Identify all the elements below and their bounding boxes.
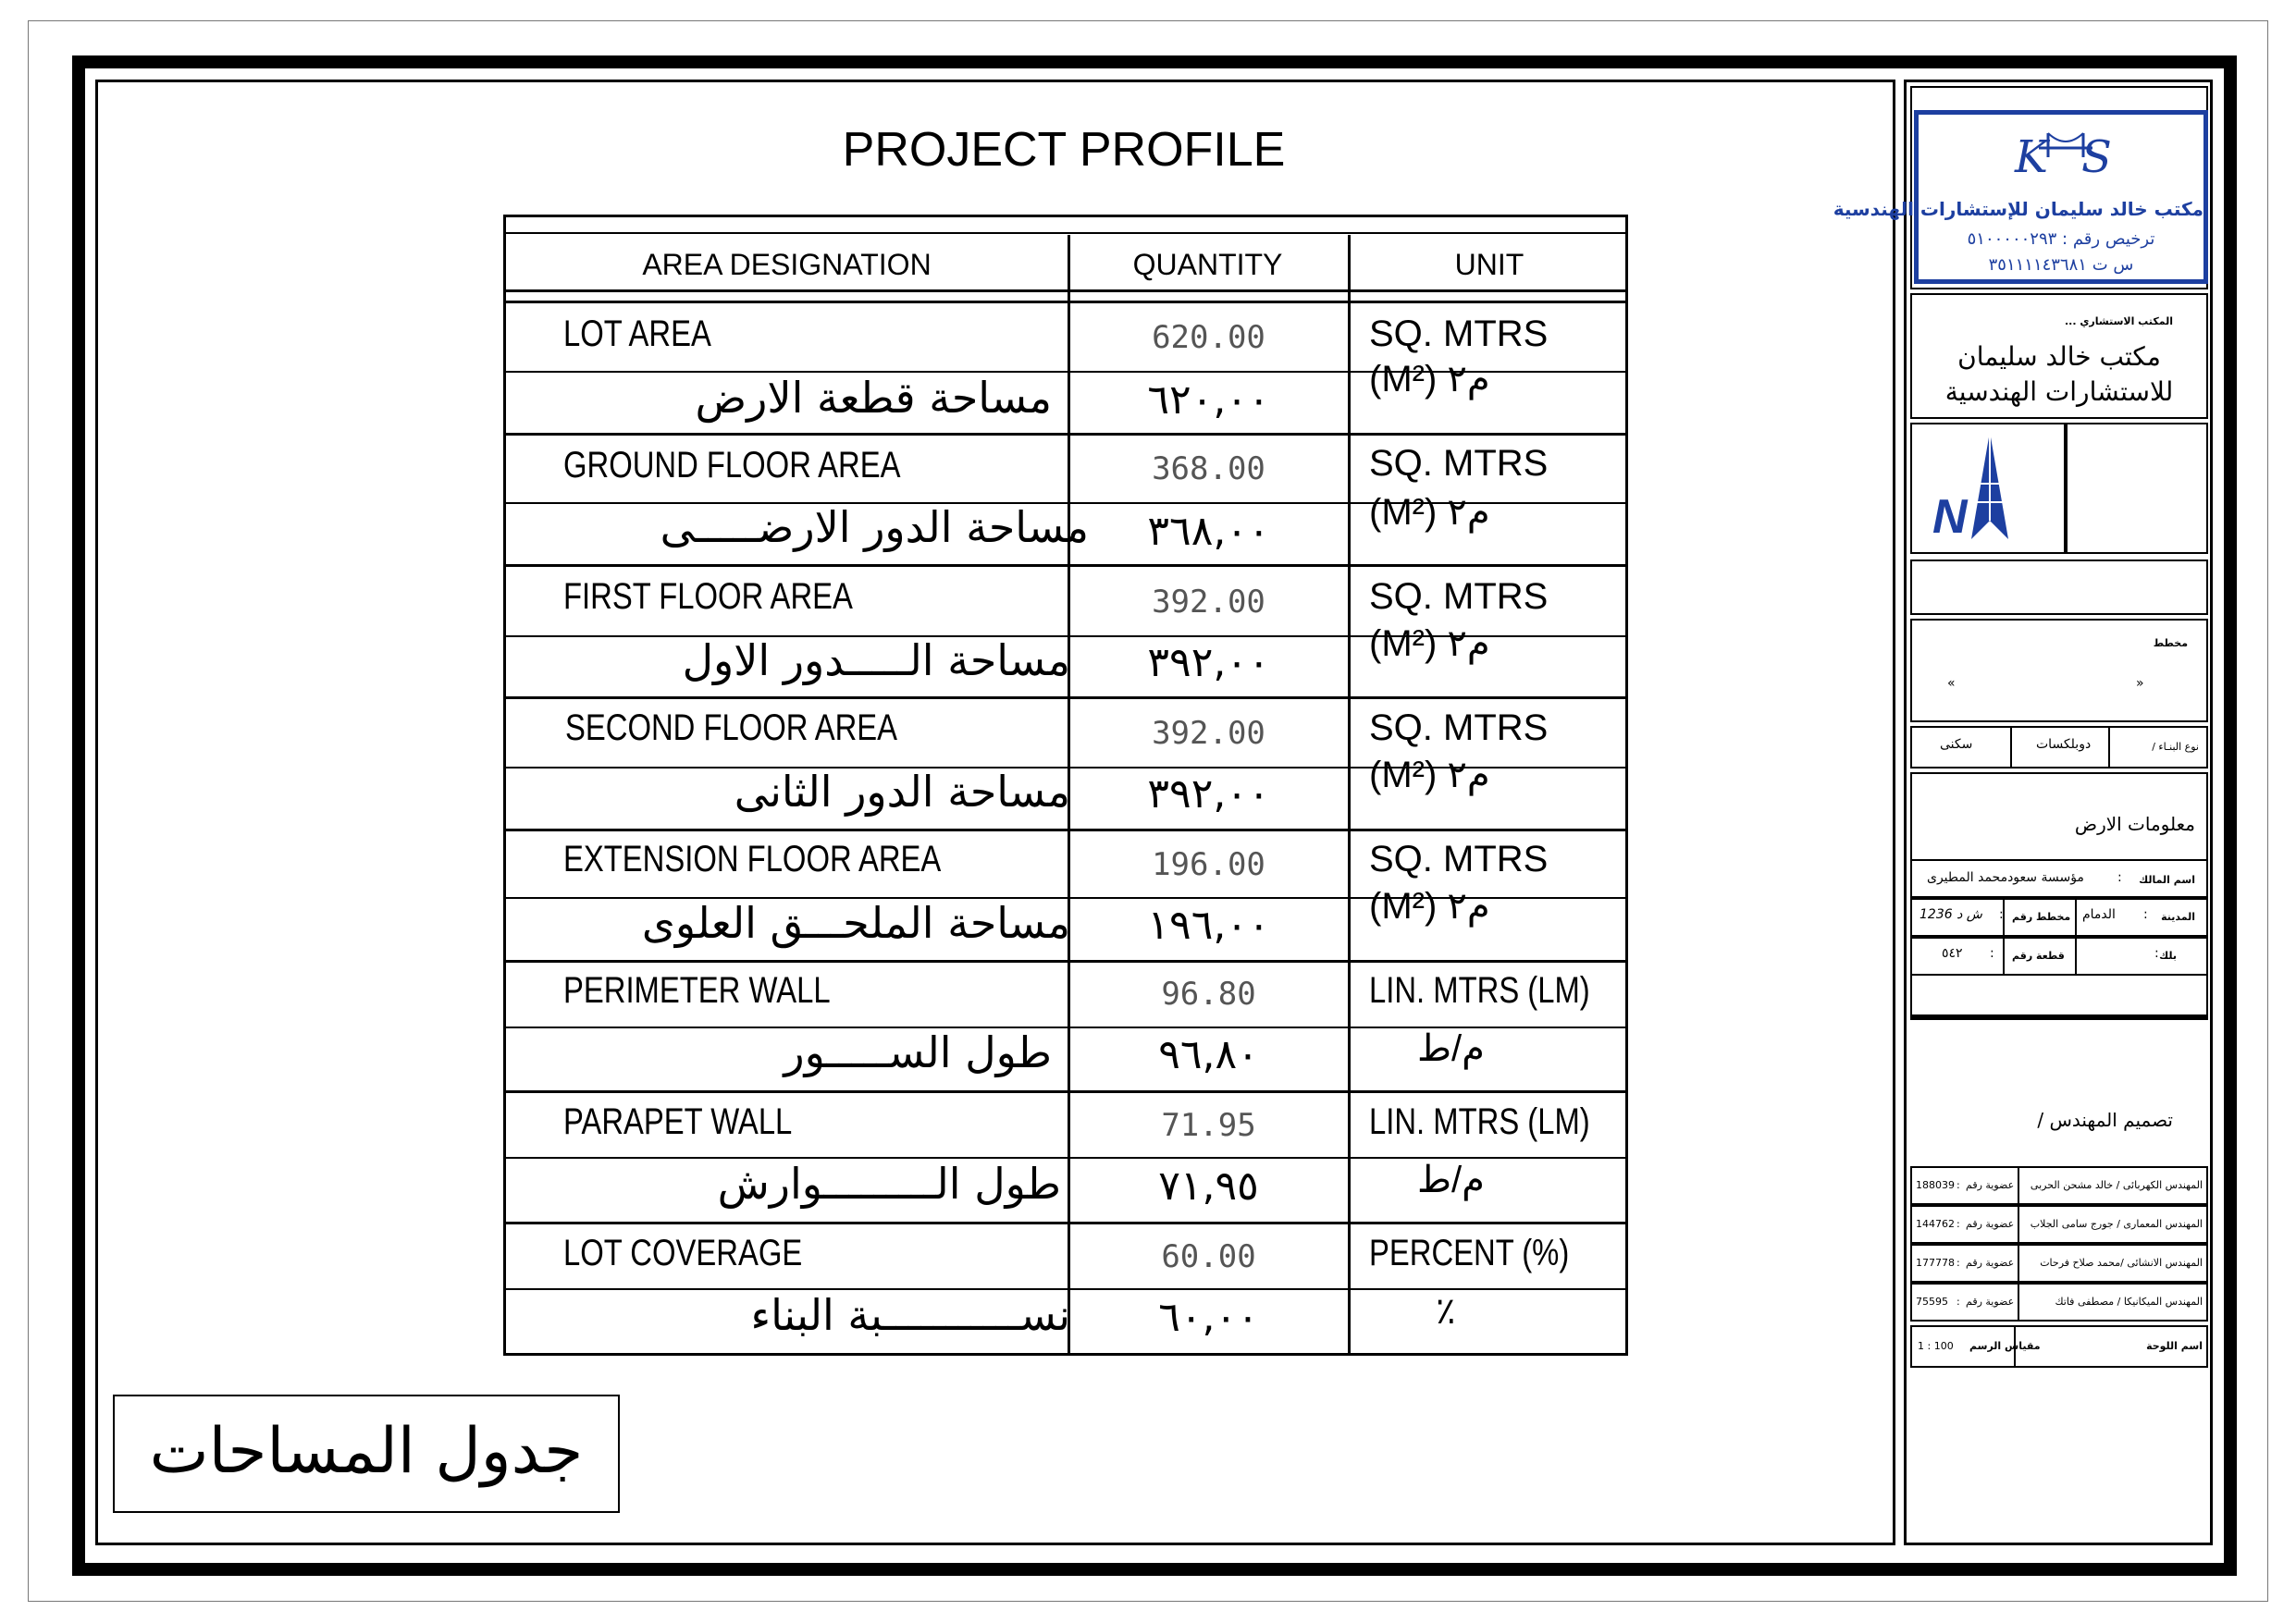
engineer-role: المهندس الميكانيكا / مصطفى فاتك — [2055, 1296, 2203, 1308]
row-unit-ar: م/ط — [1417, 1160, 1485, 1200]
city-label: المدينة — [2161, 911, 2195, 923]
engineer-member-label: عضوية رقم — [1966, 1296, 2015, 1308]
land-info-label: معلومات الارض — [2074, 813, 2195, 835]
office-label: المكتب الاستشاري ... — [2064, 315, 2173, 327]
table-label-box — [113, 1395, 620, 1513]
lot-no-value: ٥٤٢ — [1942, 946, 1963, 961]
office-stamp — [1833, 110, 2208, 284]
scale-value: 1 : 100 — [1918, 1340, 1954, 1352]
row-quantity-ar: ٦٢٠,٠٠ — [1147, 376, 1270, 424]
row-en-label: EXTENSION FLOOR AREA — [563, 839, 942, 879]
row-en-label: LOT AREA — [563, 314, 711, 354]
north-label: N — [1932, 490, 1968, 544]
lot-no-colon: : — [1990, 946, 1994, 961]
building-use-value: سكنى — [1940, 737, 1973, 752]
row-quantity-ar: ٣٩٢,٠٠ — [1147, 639, 1270, 686]
row-quantity: 96.80 — [1161, 976, 1256, 1013]
engineer-member-label: عضوية رقم — [1966, 1218, 2015, 1230]
plan-no-label: مخطط رقم — [2012, 911, 2071, 923]
row-quantity-ar: ٧١,٩٥ — [1158, 1162, 1259, 1210]
row-quantity-ar: ٣٦٨,٠٠ — [1147, 508, 1270, 555]
blank-cell — [1910, 559, 2208, 615]
row-quantity: 392.00 — [1152, 715, 1265, 752]
row-quantity-ar: ٣٩٢,٠٠ — [1147, 770, 1270, 818]
city-colon: : — [2143, 907, 2148, 922]
svg-text:K: K — [2015, 131, 2048, 183]
area-table — [503, 215, 1628, 1356]
row-unit-ar: م/ط — [1417, 1028, 1485, 1069]
row-quantity: 60.00 — [1161, 1238, 1256, 1275]
bridge-logo-icon — [2011, 120, 2122, 185]
row-unit: SQ. MTRS — [1369, 839, 1549, 879]
row-unit-ar: ٪ — [1436, 1291, 1456, 1332]
row-en-label: GROUND FLOOR AREA — [563, 445, 901, 486]
row-quantity: 368.00 — [1152, 450, 1265, 487]
engineer-member-colon: : — [1957, 1218, 1960, 1230]
row-quantity: 392.00 — [1152, 584, 1265, 621]
row-quantity: 71.95 — [1161, 1107, 1256, 1144]
row-quantity: 620.00 — [1152, 319, 1265, 356]
row-unit-ar: (M²) م٢ — [1369, 886, 1490, 927]
key-plan-cell — [2066, 423, 2208, 554]
office-name-line-1: مكتب خالد سليمان — [1957, 341, 2161, 372]
engineer-member-label: عضوية رقم — [1966, 1179, 2015, 1191]
row-en-label: FIRST FLOOR AREA — [563, 576, 853, 617]
svg-text:S: S — [2081, 131, 2112, 183]
row-ar-label: نســـــــــــبة البناء — [750, 1290, 1070, 1340]
row-quantity: 196.00 — [1152, 846, 1265, 883]
row-en-label: PERIMETER WALL — [563, 970, 831, 1011]
owner-value: مؤسسة سعودمحمد المطيرى — [1927, 870, 2084, 885]
row-unit-ar: (M²) م٢ — [1369, 623, 1490, 664]
table-label: جدول المساحات — [149, 1415, 584, 1488]
stamp-registration: س ت ٣٥١١١١٤٣٦٨١ — [1988, 255, 2134, 275]
building-type-value: دوبلكسات — [2036, 737, 2092, 752]
plan-no-colon: : — [1999, 907, 2004, 922]
sheet-name-label: اسم اللوحة — [2146, 1340, 2203, 1352]
engineer-role: المهندس المعمارى / جورج سامى الجلاب — [2030, 1218, 2203, 1230]
row-ar-label: مساحة الدور الارضـــــى — [660, 502, 1089, 552]
plan-label: مخطط — [2153, 637, 2188, 649]
city-value: الدمام — [2082, 907, 2116, 922]
engineer-member-number: 188039 — [1916, 1179, 1955, 1191]
engineer-member-colon: : — [1957, 1179, 1960, 1191]
lot-no-label: قطعة رقم — [2012, 950, 2065, 962]
plan-cell — [1910, 619, 2208, 722]
row-ar-label: مساحة الملحـــق العلوى — [641, 898, 1070, 948]
block-label: بلك — [2159, 950, 2177, 962]
engineer-role: المهندس الكهربائى / خالد مشحن الحربى — [2030, 1179, 2203, 1191]
row-unit: SQ. MTRS — [1369, 707, 1549, 748]
design-label: تصميم المهندس / — [2037, 1109, 2173, 1131]
stamp-license: ترخيص رقم : ٥١٠٠٠٠٠٢٩٣ — [1967, 229, 2155, 249]
stamp-office-name: مكتب خالد سليمان للإستشارات الهندسية — [1833, 198, 2203, 220]
plan-quote-open: « — [1947, 676, 1956, 691]
plan-no-value: ش د 1236 — [1920, 907, 1982, 922]
engineer-member-number: 75595 — [1916, 1296, 1948, 1308]
row-unit-ar: (M²) م٢ — [1369, 359, 1490, 400]
scale-label: مقياس الرسم — [1969, 1340, 2041, 1352]
row-unit: SQ. MTRS — [1369, 443, 1549, 484]
row-ar-label: مساحة الـــــدور الاول — [682, 635, 1070, 685]
building-type-label: نوع البنـاء / — [2152, 741, 2199, 753]
row-ar-label: طول الســـــور — [784, 1027, 1052, 1077]
owner-label: اسم المالك — [2139, 874, 2195, 886]
engineer-role: المهندس الانشائى /محمد صلاح فرحات — [2040, 1257, 2203, 1269]
col-header-quantity: QUANTITY — [1132, 248, 1283, 281]
row-unit-ar: (M²) م٢ — [1369, 755, 1490, 795]
row-en-label: PARAPET WALL — [563, 1101, 793, 1142]
plan-quote-close: » — [2136, 676, 2144, 691]
col-header-area-designation: AREA DESIGNATION — [642, 248, 932, 281]
row-quantity-ar: ٦٠,٠٠ — [1158, 1294, 1259, 1341]
block-colon: : — [2154, 946, 2159, 961]
row-ar-label: طول الـــــــــوارش — [717, 1159, 1061, 1209]
row-ar-label: مساحة قطعة الارض — [695, 373, 1052, 423]
engineer-member-colon: : — [1957, 1257, 1960, 1269]
title-block — [1833, 80, 2213, 1545]
engineer-member-number: 144762 — [1916, 1218, 1955, 1230]
row-quantity-ar: ١٩٦,٠٠ — [1147, 902, 1270, 949]
row-unit-ar: (M²) م٢ — [1369, 492, 1490, 533]
engineer-member-label: عضوية رقم — [1966, 1257, 2015, 1269]
col-header-unit: UNIT — [1454, 248, 1524, 281]
row-unit: LIN. MTRS (LM) — [1369, 1101, 1590, 1142]
engineer-member-colon: : — [1957, 1296, 1960, 1308]
page-title: PROJECT PROFILE — [842, 123, 1286, 177]
row-en-label: LOT COVERAGE — [563, 1233, 803, 1273]
design-top-rule — [1910, 1016, 2208, 1020]
row-unit: PERCENT (%) — [1369, 1233, 1570, 1273]
row-ar-label: مساحة الدور الثانى — [734, 767, 1070, 817]
owner-colon: : — [2117, 870, 2122, 885]
row-unit: SQ. MTRS — [1369, 576, 1549, 617]
engineer-member-number: 177778 — [1916, 1257, 1955, 1269]
row-unit: SQ. MTRS — [1369, 314, 1549, 354]
row-quantity-ar: ٩٦,٨٠ — [1158, 1031, 1259, 1078]
row-en-label: SECOND FLOOR AREA — [565, 707, 898, 748]
office-name-line-2: للاستشارات الهندسية — [1944, 376, 2174, 407]
row-unit: LIN. MTRS (LM) — [1369, 970, 1590, 1011]
